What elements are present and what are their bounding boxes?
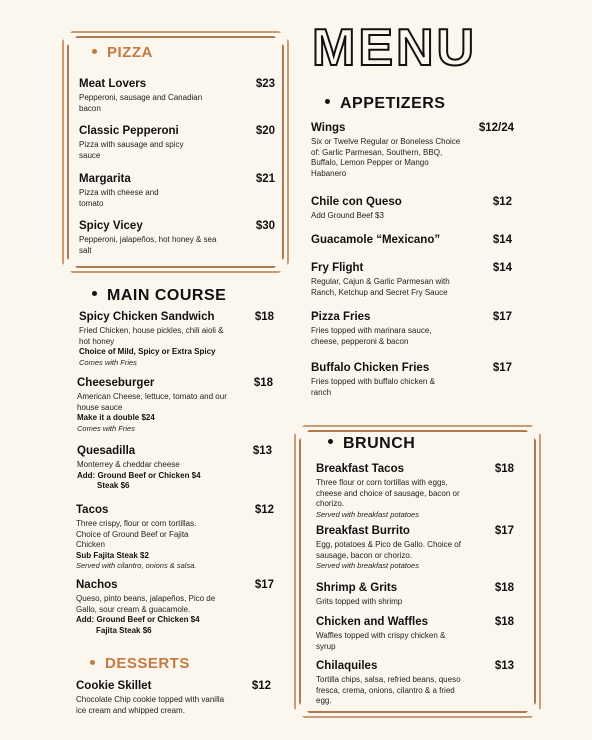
item-extra: Served with breakfast potatoes [316,561,419,570]
appetizer-item [311,310,512,347]
item-desc: Three crispy, flour or corn tortillas. Choice of Ground Beef or Fajita Chicken [76,519,197,549]
bullet-icon [92,49,97,54]
item-price: $17 [494,525,514,537]
pizza-title-text: PIZZA [107,44,153,61]
item-desc: Pizza with cheese and tomato [79,188,159,208]
item-desc: Add Ground Beef $3 [311,211,384,220]
main-course-item [77,444,272,492]
pizza-item [79,77,275,114]
item-name: Cookie Skillet [76,680,152,692]
bullet-icon [90,660,95,665]
brunch-item [316,615,514,652]
item-price: $23 [255,78,275,90]
item-name: Wings [311,122,346,134]
item-price: $12 [251,680,271,692]
item-price: $18 [253,377,273,389]
pizza-section-title [92,44,153,61]
item-name: Meat Lovers [79,78,147,90]
item-name: Fry Flight [311,262,364,274]
item-desc: Six or Twelve Regular or Boneless Choice of: Garlic Parmesan, Southern, BBQ, Buffalo, Lemon Pepper or Mango Habanero [311,137,461,178]
item-price: $18 [494,616,514,628]
item-name: Nachos [76,579,118,591]
item-name: Classic Pepperoni [79,125,179,137]
brunch-item [316,462,514,520]
item-desc: Queso, pinto beans, jalapeños, Pico de Gallo, sour cream & guacamole. [76,594,216,614]
item-desc: Tortilla chips, salsa, refried beans, queso fresca, crema, onions, cilantro & a fried egg. [316,675,461,705]
item-extra: Served with breakfast potatoes [316,509,419,519]
item-note: Add: Ground Beef or Chicken $4 [77,470,201,480]
bullet-icon [325,99,330,104]
item-name: Spicy Vicey [79,220,143,232]
item-desc: American Cheese, lettuce, tomato and our house sauce [77,392,227,412]
appetizer-item [311,261,512,298]
main-course-title-text: MAIN COURSE [107,287,227,304]
item-name: Buffalo Chicken Fries [311,362,430,374]
item-desc: Fries topped with marinara sauce, cheese, pepperoni & bacon [311,326,432,346]
main-course-item [76,578,274,636]
pizza-item [79,219,275,256]
pizza-item [79,124,275,161]
item-price: $17 [492,362,512,374]
item-desc: Pepperoni, sausage and Canadian bacon [79,93,203,113]
item-note: Steak $6 [97,481,130,490]
item-name: Quesadilla [77,445,136,457]
brunch-item [316,581,514,608]
dessert-item [76,679,271,716]
appetizer-item [311,121,514,179]
appetizers-section-title [325,95,445,113]
main-course-section-title [92,287,226,305]
item-extra: Comes with Fries [77,423,135,433]
item-desc: Fried Chicken, house pickles, chili aioli & hot honey [79,326,224,346]
main-course-item [77,376,273,434]
item-desc: Regular, Cajun & Garlic Parmesan with Ranch, Ketchup and Secret Fry Sauce [311,277,450,297]
item-note: Choice of Mild, Spicy or Extra Spicy [79,347,216,356]
item-desc: Monterrey & cheddar cheese [77,460,180,469]
item-price: $12 [492,196,512,208]
item-name: Cheeseburger [77,377,155,389]
item-desc: Waffles topped with crispy chicken & syrup [316,631,446,651]
item-price: $12/24 [478,122,514,134]
item-price: $13 [252,445,272,457]
item-name: Breakfast Burrito [316,525,410,537]
appetizers-title-text: APPETIZERS [340,95,446,112]
item-name: Chicken and Waffles [316,616,429,628]
menu-heading: MENU [312,19,478,77]
item-price: $18 [254,311,274,323]
desserts-title-text: DESSERTS [105,655,190,672]
item-name: Breakfast Tacos [316,463,404,475]
item-note: Fajita Steak $6 [96,625,152,635]
item-desc: Egg, potatoes & Pico de Gallo. Choice of sausage, bacon or chorizo. [316,540,461,560]
appetizer-item [311,195,512,222]
item-name: Shrimp & Grits [316,582,398,594]
item-price: $12 [254,504,274,516]
item-name: Tacos [76,504,109,516]
item-name: Guacamole “Mexicano” [311,234,441,246]
main-course-item [76,503,274,572]
item-price: $14 [492,234,512,246]
item-price: $17 [492,311,512,323]
item-price: $18 [494,463,514,475]
brunch-section-title [328,435,415,453]
brunch-item [316,659,514,707]
item-desc: Chocolate Chip cookie topped with vanilla ice cream and whipped cream. [76,695,225,715]
item-desc: Pepperoni, jalapeños, hot honey & sea salt [79,235,217,255]
item-note: Make it a double $24 [77,413,155,422]
item-extra: Served with cilantro, onions & salsa. [76,561,197,570]
item-price: $21 [255,173,275,185]
appetizer-item [311,361,512,398]
item-name: Pizza Fries [311,311,371,323]
item-note: Add: Ground Beef or Chicken $4 [76,615,200,624]
item-desc: Fries topped with buffalo chicken & ranch [311,377,435,397]
main-course-item [79,310,274,368]
bullet-icon [92,291,97,296]
brunch-title-text: BRUNCH [343,435,416,452]
item-name: Chilaquiles [316,660,378,672]
item-price: $20 [255,125,275,137]
item-note: Sub Fajita Steak $2 [76,550,149,560]
appetizer-item [311,233,512,247]
item-name: Chile con Queso [311,196,402,208]
item-extra: Comes with Fries [79,357,137,367]
desserts-section-title [90,655,190,672]
item-name: Margarita [79,173,131,185]
item-desc: Three flour or corn tortillas with eggs, cheese and choice of sausage, bacon or chorizo. [316,478,460,508]
item-price: $17 [254,579,274,591]
brunch-item [316,524,514,572]
item-price: $14 [492,262,512,274]
item-price: $18 [494,582,514,594]
item-price: $30 [255,220,275,232]
pizza-item [79,172,275,209]
item-desc: Grits topped with shrimp [316,597,403,606]
item-desc: Pizza with sausage and spicy sauce [79,140,184,160]
item-name: Spicy Chicken Sandwich [79,311,215,323]
item-price: $13 [494,660,514,672]
bullet-icon [328,439,333,444]
